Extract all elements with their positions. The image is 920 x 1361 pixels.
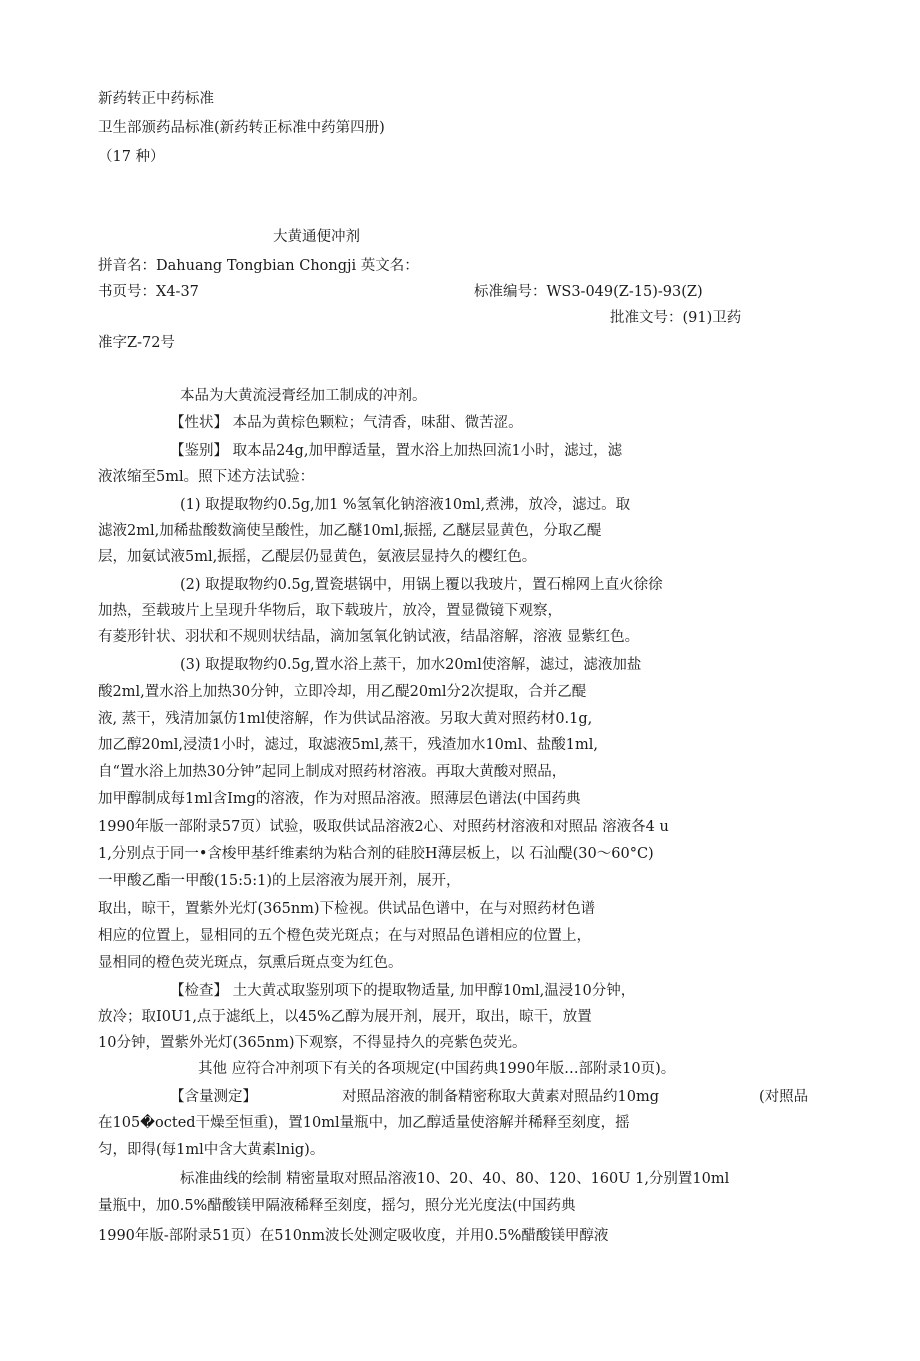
curve-line: 量瓶中，加0.5%醋酸镁甲隔液稀释至刻度，摇匀，照分光光度法(中国药典 (98, 1198, 576, 1214)
inspection-line: 放冷；取I0U1,点于滤纸上，以45%乙醇为展开剂，展开，取出，晾干，放置 (98, 1009, 592, 1025)
test-1-line: 层，加氨试液5ml,振摇，乙醍层仍显黄色，氨液层显持久的樱红色。 (98, 549, 537, 565)
test-3-line: 1,分别点于同一•含梭甲基纤维素纳为粘合剂的硅胶H薄层板上，以 石汕醍(30～60°C) (98, 846, 654, 862)
document-title: 大黄通便冲剂 (273, 229, 360, 245)
test-3-line: 1990年版一部附录57页）试验，吸取供试品溶液2心、对照药材溶液和对照品 溶液各4 u (98, 819, 669, 835)
test-3-line: 相应的位置上，显相同的五个橙色荧光斑点；在与对照品色谱相应的位置上， (98, 928, 591, 944)
inspection-line: 10分钟，置紫外光灯(365nm)下观察，不得显持久的亮紫色荧光。 (98, 1035, 527, 1051)
test-3-line: 显相同的橙色荧光斑点，氛熏后斑点变为红色。 (98, 955, 403, 971)
assay-note: (对照品 (759, 1089, 809, 1105)
test-1-line: (1) 取提取物约0.5g,加1 %氢氧化钠溶液10ml,煮沸，放冷，滤过。取 (180, 497, 631, 513)
test-2-line: 加热，至载玻片上呈现升华物后，取下载玻片，放冷，置显微镜下观察， (98, 603, 562, 619)
header-line-2: 卫生部颁药品标准(新药转正标准中药第四册) (98, 120, 385, 136)
identification-line: 液浓缩至5ml。照下述方法试验： (98, 469, 315, 485)
identification-line: 【鉴别】 取本品24g,加甲醇适量，置水浴上加热回流1小时，滤过，滤 (170, 443, 623, 459)
test-3-line: 液, 蒸干，残清加氯仿1ml使溶解，作为供试品溶液。另取大黄对照药材0.1g, (98, 711, 593, 727)
test-3-line: 酸2ml,置水浴上加热30分钟，立即冷却，用乙醍20ml分2次提取，合并乙醍 (98, 684, 587, 700)
header-line-1: 新药转正中药标准 (98, 91, 214, 107)
test-2-line: 有菱形针状、羽状和不规则状结晶，滴加氢氧化钠试液，结晶溶解，溶液 显紫红色。 (98, 629, 640, 645)
test-3-line: 一甲酸乙酯一甲酸(15:5:1)的上层溶液为展开剂，展开， (98, 873, 461, 889)
assay-line: 匀，即得(每1ml中含大黄素lnig)。 (98, 1142, 325, 1158)
test-3-line: 取出，晾干，置紫外光灯(365nm)下检视。供试品色谱中，在与对照药材色谱 (98, 901, 596, 917)
curve-line: 1990年版-部附录51页）在510nm波长处测定吸收度，并用0.5%醋酸镁甲醇液 (98, 1228, 609, 1244)
assay-text: 对照品溶液的制备精密称取大黄素对照品约10mg (342, 1089, 659, 1105)
curve-line: 标准曲线的绘制 精密量取对照品溶液10、20、40、80、120、160U 1,分别置10ml (180, 1171, 730, 1187)
test-3-line: 加甲醇制成每1ml含Img的溶液，作为对照品溶液。照薄层色谱法(中国药典 (98, 791, 581, 807)
characteristics-paragraph: 【性状】 本品为黄棕色颗粒；气清香，味甜、微苦涩。 (170, 415, 523, 431)
test-3-line: 自“置水浴上加热30分钟”起同上制成对照药材溶液。再取大黄酸对照品， (98, 764, 567, 780)
test-3-line: 加乙醇20ml,浸渍1小时，滤过，取滤液5ml,蒸干，残渣加水10ml、盐酸1ml, (98, 737, 598, 753)
assay-label: 【含量测定】 (170, 1089, 257, 1105)
intro-paragraph: 本品为大黄流浸膏经加工制成的冲剂。 (180, 388, 427, 404)
standard-number: 标准编号：WS3-049(Z-15)-93(Z) (474, 284, 703, 300)
assay-line: 在105�octed干燥至恒重)，置10ml量瓶中，加乙醇适量使溶解并稀释至刻度，摇 (98, 1115, 630, 1131)
page-number: 书页号：X4-37 (98, 284, 199, 300)
approval-number: 批准文号：(91)卫药 (610, 310, 742, 326)
test-1-line: 滤液2ml,加稀盐酸数滴使呈酸性，加乙醚10ml,振摇, 乙醚层显黄色，分取乙醍 (98, 523, 602, 539)
test-2-line: (2) 取提取物约0.5g,置瓷堪锅中，用锅上覆以我玻片，置石棉网上直火徐徐 (180, 577, 663, 593)
approval-number-cont: 准字Z-72号 (98, 335, 175, 351)
header-line-3: （17 种） (98, 149, 165, 165)
test-3-line: (3) 取提取物约0.5g,置水浴上蒸干，加水20ml使溶解，滤过，滤液加盐 (180, 657, 642, 673)
pinyin-line: 拼音名：Dahuang Tongbian Chongji 英文名： (98, 258, 419, 274)
inspection-line: 【检查】 土大黄忒取鉴别项下的提取物适量, 加甲醇10ml,温浸10分钟， (170, 983, 636, 999)
other-paragraph: 其他 应符合冲剂项下有关的各项规定(中国药典1990年版…部附录10页)。 (198, 1061, 676, 1077)
